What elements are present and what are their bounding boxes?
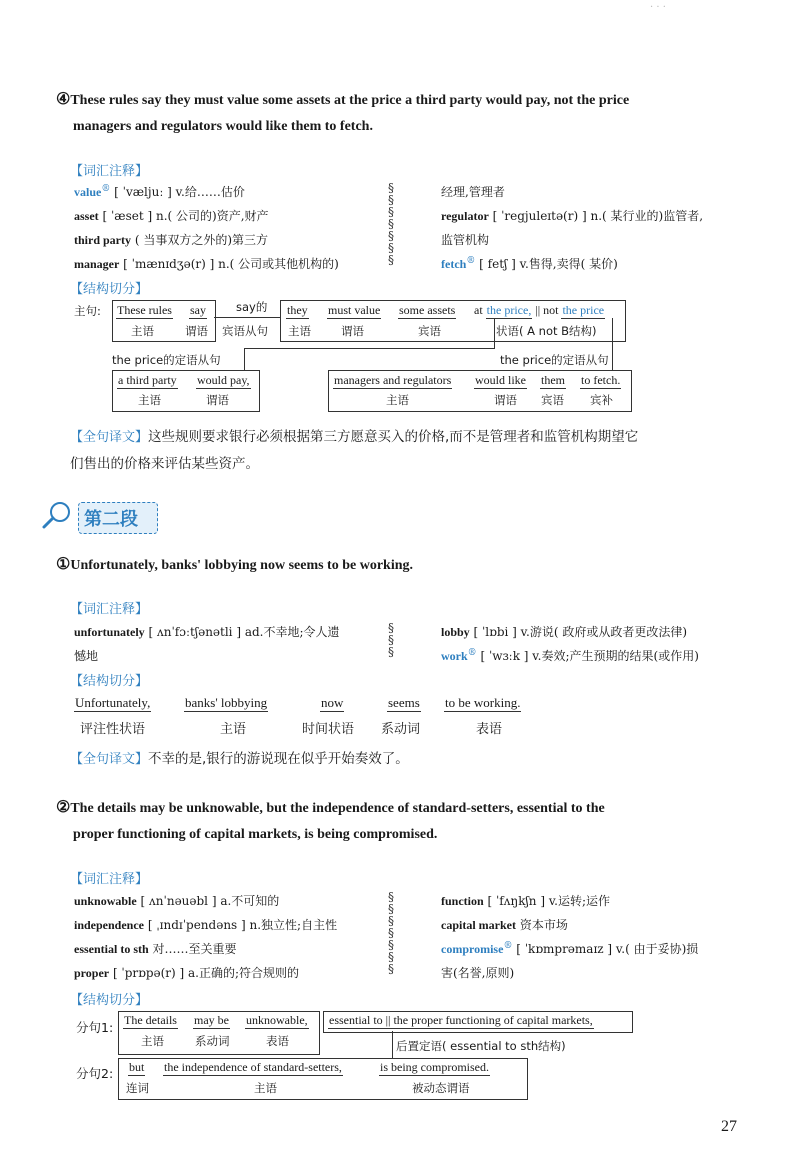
seg-being-compromised: is being compromised. [380, 1060, 489, 1074]
vocab-work: work® [ ˈwɜːk ] v.奏效;产生预期的结果(或作用) [441, 648, 699, 663]
seg-but: but [129, 1060, 145, 1074]
vocab-asset: asset [ ˈæset ] n.( 公司的)资产,财产 [74, 209, 269, 223]
lab-pred: 谓语 [185, 324, 208, 338]
vocab-capital-market: capital market 资本市场 [441, 918, 568, 932]
seg-must-value: must value [328, 303, 381, 317]
vocab-fetch: fetch® [ fetʃ ] v.售得,卖得( 某价) [441, 256, 618, 271]
vocab-third-party: third party ( 当事双方之外的)第三方 [74, 233, 269, 247]
lab-obj-clause: 宾语从句 [222, 324, 268, 338]
seg-details: The details [124, 1013, 177, 1027]
section-title: 第二段 [84, 509, 138, 530]
main-clause-label: 主句: [74, 304, 101, 318]
vocab-compromise-cont: 害(名誉,原则) [441, 966, 515, 980]
lab-c2-conj: 连词 [126, 1081, 149, 1095]
vocab-function: function [ ˈfʌŋkʃn ] v.运转;运作 [441, 894, 611, 908]
seg-essential-to: essential to || the proper functioning of capital markets, [329, 1013, 593, 1027]
seg-may-be: may be [194, 1013, 229, 1027]
lab-subj: 主语 [131, 324, 154, 338]
translation-4: 【全句译文】这些规则要求银行必须根据第三方愿意买入的价格,而不是管理者和监管机构期望它 [70, 429, 639, 445]
lab-rel-left: the price的定语从句 [112, 353, 221, 367]
lab-adv: 状语( A not B结构) [496, 324, 597, 338]
seg-some-assets: some assets [399, 303, 456, 317]
lab-rel-right: the price的定语从句 [500, 353, 609, 367]
lab-like-pred: 谓语 [494, 393, 517, 407]
sentence-1: ①Unfortunately, banks' lobbying now seems to be working. [56, 556, 414, 573]
struct-header-2: 【结构切分】 [70, 674, 149, 689]
vocab-essential: essential to sth 对……至关重要 [74, 942, 237, 956]
seg-they: they [287, 303, 308, 317]
seg-would-pay: would pay, [197, 373, 250, 387]
magnifier-icon [40, 500, 74, 534]
lab-rel-subj: 主语 [138, 393, 161, 407]
translation-4-cont: 们售出的价格来评估某些资产。 [70, 456, 259, 472]
sentence-2-line1: ②The details may be unknowable, but the independence of standard-setters, essential to the [56, 799, 605, 816]
vocab-value: value® [ ˈvæljuː ] v.给……估价 [74, 184, 245, 199]
lab-c1-link: 系动词 [195, 1034, 230, 1048]
lab-must-pred: 谓语 [341, 324, 364, 338]
sentence-2-line2: proper functioning of capital markets, is being compromised. [73, 827, 438, 842]
arrow-say [214, 317, 280, 318]
vocab-independence: independence [ ˌɪndɪˈpendəns ] n.独立性;自主性 [74, 918, 338, 932]
lab-c2-passive: 被动态谓语 [412, 1081, 470, 1095]
struct-header-3: 【结构切分】 [70, 993, 149, 1008]
divider-wave-3: § § § § § § § [388, 890, 394, 976]
page-number: 27 [721, 1118, 737, 1135]
sentence-4-line2: managers and regulators would like them to fetch. [73, 119, 373, 134]
vocab-compromise: compromise® [ ˈkɒmprəmaɪz ] v.( 由于妥协)损 [441, 941, 699, 956]
lab-they-subj: 主语 [288, 324, 311, 338]
sentence-4-line1: ④These rules say they must value some assets at the price a third party would pay, not the price [56, 91, 630, 108]
vocab-unfortunately-cont: 憾地 [74, 649, 99, 663]
vocab-header-2: 【词汇注释】 [70, 602, 149, 617]
seg-would-like: would like [475, 373, 526, 387]
lab-them-obj: 宾语 [541, 393, 564, 407]
seg-independence: the independence of standard-setters, [164, 1060, 342, 1074]
vocab-header: 【词汇注释】 [70, 164, 149, 179]
vocab-manager: manager [ ˈmænɪdʒə(r) ] n.( 公司或其他机构的) [74, 257, 339, 271]
seg-managers: managers and regulators [334, 373, 452, 387]
seg-unknowable: unknowable, [246, 1013, 308, 1027]
seg-them: them [541, 373, 565, 387]
vocab-manager-cont: 经理,管理者 [441, 185, 505, 199]
lab-post-attr: 后置定语( essential to sth结构) [396, 1039, 566, 1053]
clause2-label: 分句2: [76, 1066, 114, 1081]
connector-left-h [244, 348, 495, 349]
seg-seems: seems [388, 695, 420, 710]
seg-to-be-working: to be working. [445, 695, 521, 710]
lab-assets-obj: 宾语 [418, 324, 441, 338]
connector-left-v [494, 318, 495, 348]
struct-header: 【结构切分】 [70, 282, 149, 297]
divider-wave-2: § § § [388, 621, 394, 659]
seg-banks-lobbying: banks' lobbying [185, 695, 268, 710]
lab-rel-pred: 谓语 [206, 393, 229, 407]
lab-comment-adv: 评注性状语 [80, 722, 146, 737]
connector-post [392, 1031, 393, 1059]
lab-link-verb: 系动词 [381, 722, 421, 737]
connector-left-v2 [244, 348, 245, 370]
lab-p1-subj: 主语 [220, 722, 247, 737]
vocab-proper: proper [ ˈprɒpə(r) ] a.正确的;符合规则的 [74, 966, 300, 980]
lab-c1-pred: 表语 [266, 1034, 289, 1048]
translation-1: 【全句译文】不幸的是,银行的游说现在似乎开始奏效了。 [70, 751, 409, 767]
vocab-unfortunately: unfortunately [ ʌnˈfɔːtʃənətli ] ad.不幸地;令人遗 [74, 625, 340, 639]
vocab-unknowable: unknowable [ ʌnˈnəuəbl ] a.不可知的 [74, 894, 280, 908]
clause1-label: 分句1: [76, 1020, 114, 1035]
connector-right-v [612, 318, 613, 370]
lab-c2-subj: 主语 [254, 1081, 277, 1095]
lab-mgr-subj: 主语 [386, 393, 409, 407]
seg-at-price: at the price, || not the price [474, 303, 605, 317]
lab-obj-comp: 宾补 [590, 393, 613, 407]
seg-say: say [190, 303, 206, 317]
corner-dots: · · · [650, 2, 666, 13]
vocab-regulator: regulator [ ˈregjuleɪtə(r) ] n.( 某行业的)监管者, [441, 209, 704, 223]
divider-wave: § § § § § § § [388, 181, 394, 267]
seg-now: now [321, 695, 344, 710]
lab-c1-subj: 主语 [141, 1034, 164, 1048]
seg-unfortunately: Unfortunately, [75, 695, 151, 710]
lab-predicative: 表语 [476, 722, 503, 737]
vocab-header-3: 【词汇注释】 [70, 872, 149, 887]
vocab-lobby: lobby [ ˈlɒbi ] v.游说( 政府或从政者更改法律) [441, 625, 688, 639]
lab-say-de: say的 [236, 300, 268, 314]
seg-to-fetch: to fetch. [581, 373, 621, 387]
seg-third-party: a third party [118, 373, 177, 387]
vocab-regulator-cont: 监管机构 [441, 233, 490, 247]
lab-time-adv: 时间状语 [302, 722, 355, 737]
seg-these-rules: These rules [117, 303, 172, 317]
